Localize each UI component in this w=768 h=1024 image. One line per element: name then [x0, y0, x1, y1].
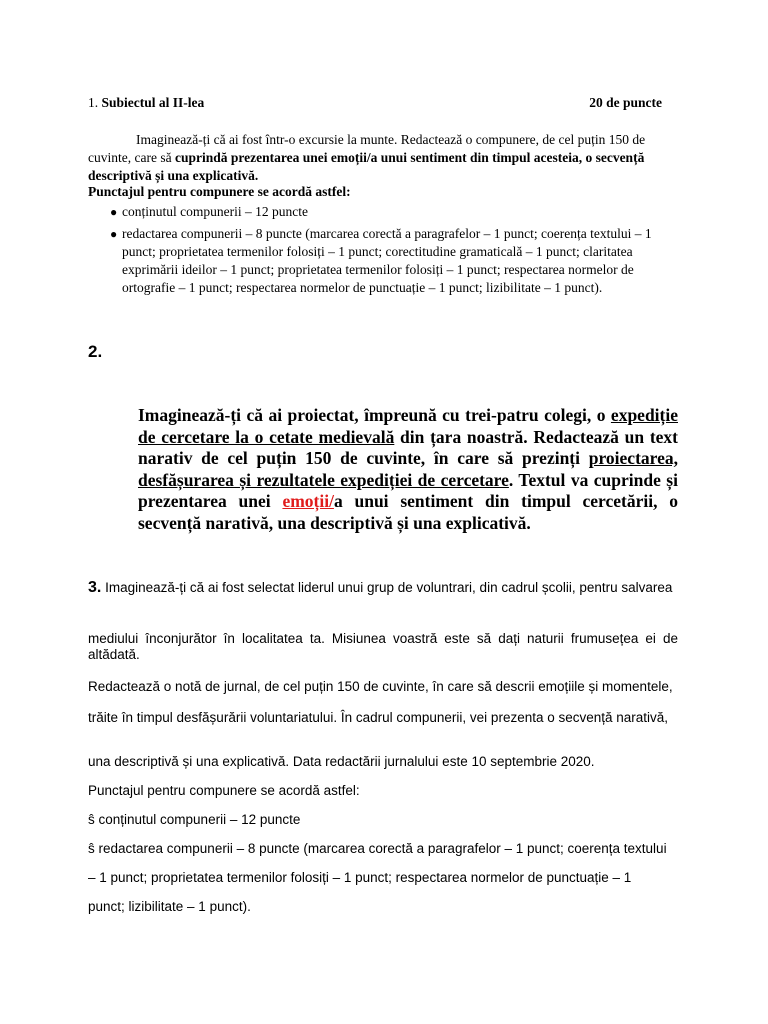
section2-text-part: . Textul va cuprinde și prezentarea unei — [138, 469, 678, 511]
section2-underlined-phrase: expediție de cercetare la o cetate medievală — [138, 405, 678, 447]
section3-line: Punctajul pentru compunere se acordă astfel: — [88, 783, 360, 798]
section3-number: 3. — [88, 579, 102, 596]
list-item — [88, 203, 666, 221]
section1-scoring-list — [88, 203, 666, 301]
section3-line-text: Imaginează-ți că ai fost selectat liderul unui grup de voluntrari, din cadrul școlii, pentru salvarea — [105, 580, 673, 595]
section3-line: ŝ redactarea compunerii – 8 puncte (marcarea corectă a paragrafelor – 1 punct; coerența textului — [88, 841, 667, 856]
section2-highlighted-word: emoții/ — [282, 491, 334, 511]
section3-line: ŝ conținutul compunerii – 12 puncte — [88, 812, 301, 827]
section1-intro-emphasis: cuprindă prezentarea unei emoții/a unui sentiment din timpul acesteia, o secvență descriptivă și una explicativă. — [88, 150, 645, 183]
list-item-text: conținutul compunerii – 12 puncte — [122, 204, 308, 219]
section2-text — [138, 405, 678, 534]
section2-text-part: a unui sentiment din timpul cercetării, o secvență narativă, una descriptivă și una explicativă. — [138, 491, 679, 533]
bullet-icon: ● — [110, 205, 118, 219]
section2-underlined-phrase: proiectarea, desfășurarea și rezultatele expediției de cercetare — [138, 448, 678, 490]
section1-header — [88, 95, 678, 111]
section1-scoring-label: Punctajul pentru compunere se acordă astfel: — [88, 184, 351, 199]
section2-text-part: din țara noastră. Redactează un text narativ de cel puțin 150 de cuvinte, în care să prezinți — [138, 426, 678, 468]
section1-intro-text: Imaginează-ți că ai fost într-o excursie la munte. Redactează o compunere, de cel puțin 150 de cuvinte, care să — [88, 132, 646, 165]
section3-line: punct; lizibilitate – 1 punct). — [88, 899, 251, 914]
section3-line: mediului înconjurător în localitatea ta. Misiunea voastră este să dați naturii frumusețea ei de altădată. — [88, 631, 678, 662]
section3-line: – 1 punct; proprietatea termenilor folosiți – 1 punct; respectarea normelor de punctuație – 1 — [88, 870, 632, 885]
section3-line — [88, 580, 678, 596]
list-item — [88, 225, 666, 297]
section2-text-part: Imaginează-ți că ai proiectat, împreună cu trei-patru colegi, o — [138, 405, 611, 425]
section3-line: una descriptivă și una explicativă. Data redactării jurnalului este 10 septembrie 2020. — [88, 754, 595, 769]
section1-points: 20 de puncte — [589, 95, 662, 110]
bullet-icon: ● — [110, 227, 118, 241]
section1-number: 1. — [88, 95, 99, 110]
section1-title: Subiectul al II-lea — [101, 95, 205, 110]
section2-number: 2. — [88, 342, 103, 361]
section3-line: Redactează o notă de jurnal, de cel puțin 150 de cuvinte, în care să descrii emoțiile și momentele, — [88, 679, 673, 694]
section1-intro — [88, 131, 663, 185]
list-item-text: redactarea compunerii – 8 puncte (marcarea corectă a paragrafelor – 1 punct; coerența textului – 1 punct; proprietatea termenilor folosiți – 1 punct; corectitudine gramaticală – 1 punct; claritatea exprimării ideilor – 1 punct; proprietatea termenilor folosiți – 1 punct; respectarea normelor de ortografie – 1 punct; respectarea normelor de punctuație – 1 punct; lizibilitate – 1 punct). — [122, 226, 652, 295]
section3-line: trăite în timpul desfășurării voluntariatului. În cadrul compunerii, vei prezenta o secvență narativă, — [88, 710, 669, 725]
